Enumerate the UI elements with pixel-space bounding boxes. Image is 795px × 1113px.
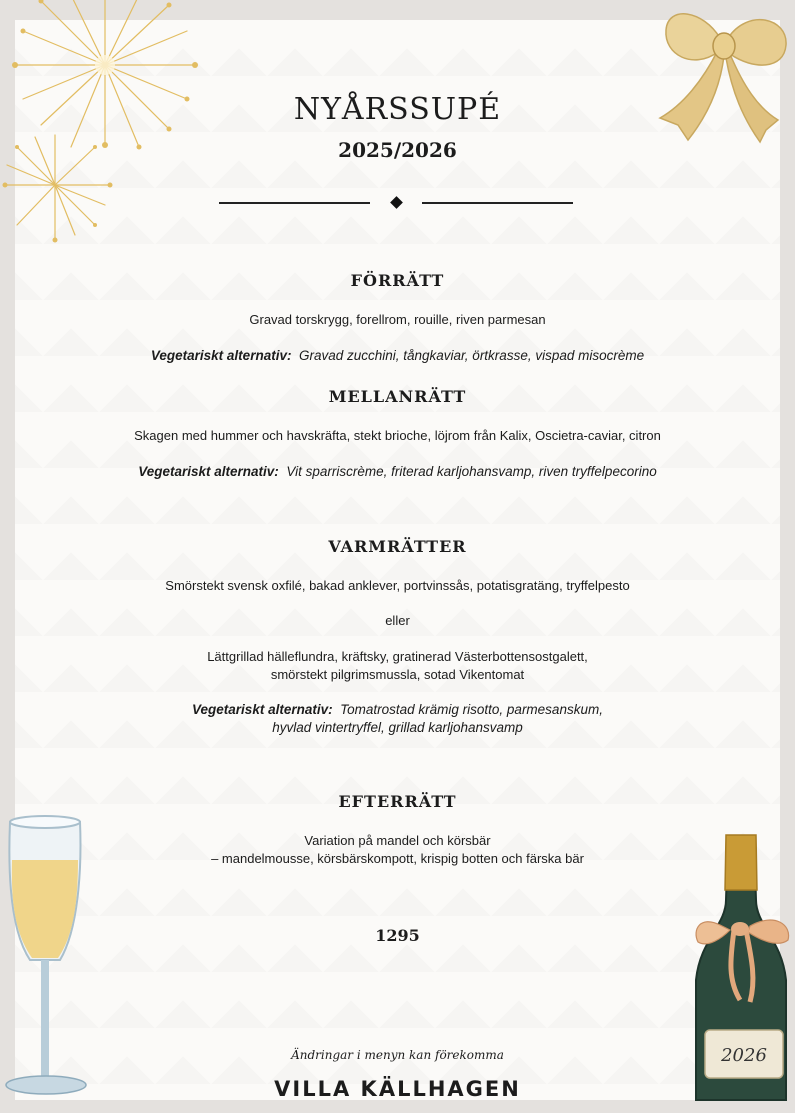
divider-left — [219, 202, 370, 204]
veg-alternative-mellanratt — [15, 463, 780, 481]
dish-mellanratt: Skagen med hummer och havskräfta, stekt brioche, löjrom från Kalix, Oscietra-caviar, citron — [134, 428, 661, 443]
veg-text-line1: Tomatrostad krämig risotto, parmesanskum, — [340, 702, 603, 717]
dessert-line1: Variation på mandel och körsbär — [304, 833, 491, 848]
dish-varmratter-2-line1: Lättgrillad hälleflundra, kräftsky, gratinerad Västerbottensostgalett, — [207, 649, 588, 664]
veg-label: Vegetariskt alternativ: — [192, 702, 333, 717]
bottle-label: 2026 — [721, 1045, 767, 1066]
veg-text: Gravad zucchini, tångkaviar, örtkrasse, vispad misocrème — [298, 348, 645, 363]
dish-varmratter-1: Smörstekt svensk oxfilé, bakad anklever, portvinssås, potatisgratäng, tryffelpesto — [165, 578, 630, 593]
menu-price: 1295 — [375, 926, 420, 945]
champagne-bottle-icon — [690, 830, 795, 1105]
veg-text: Vit sparriscrème, friterad karljohansvamp, riven tryffelpecorino — [286, 464, 657, 479]
or-separator: eller — [385, 613, 410, 628]
veg-label: Vegetariskt alternativ: — [150, 348, 292, 363]
divider-right — [422, 202, 573, 204]
veg-alternative-varmratter — [15, 701, 780, 719]
menu-year: 2025/2026 — [338, 138, 457, 162]
dish-forratt: Gravad torskrygg, forellrom, rouille, riven parmesan — [249, 312, 546, 327]
menu-title: NYÅRSSUPÉ — [293, 92, 502, 127]
dish-varmratter-2-line2: smörstekt pilgrimsmussla, sotad Vikentomat — [270, 667, 525, 682]
section-heading-varmratter: VARMRÄTTER — [328, 537, 467, 556]
veg-alternative-forratt — [15, 347, 780, 365]
fireworks-icon — [0, 0, 230, 270]
brand-logo: VILLA KÄLLHAGEN — [274, 1077, 521, 1101]
section-heading-efterratt: EFTERRÄTT — [338, 792, 457, 811]
section-heading-mellanratt: MELLANRÄTT — [328, 387, 467, 406]
footnote: Ändringar i menyn kan förekomma — [291, 1048, 504, 1062]
section-heading-forratt: FÖRRÄTT — [350, 271, 445, 290]
veg-alternative-varmratter-line2: hyvlad vintertryffel, grillad karljohansvamp — [272, 720, 523, 735]
veg-label: Vegetariskt alternativ: — [138, 464, 279, 479]
dessert-line2: – mandelmousse, körsbärskompott, krispig botten och färska bär — [211, 851, 584, 866]
